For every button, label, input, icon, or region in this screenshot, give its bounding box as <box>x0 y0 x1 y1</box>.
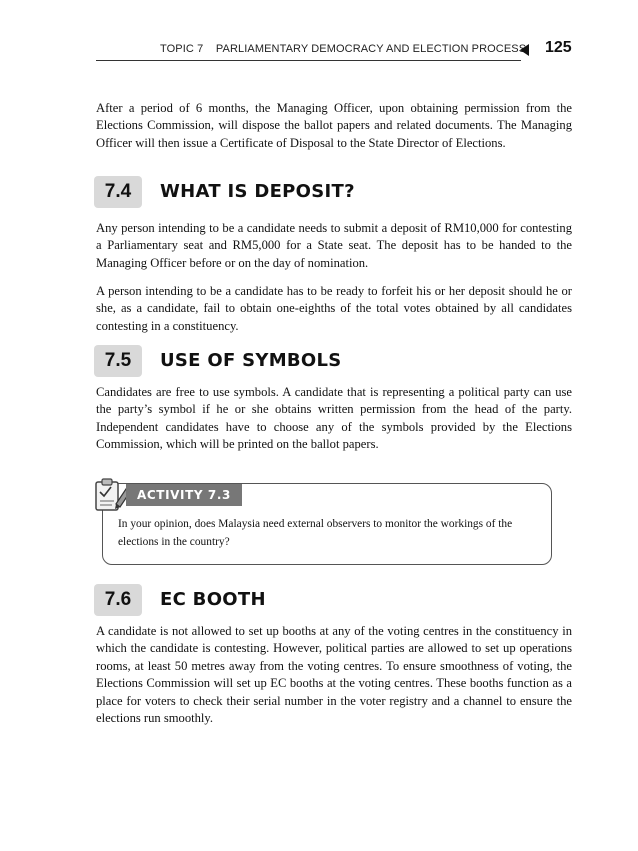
section-paragraph: A candidate is not allowed to set up booths at any of the voting centres in the constituency in which the candidate is contesting. However, political parties are allowed to set up operations rooms, at least 50 metres away from the voting centres. To ensure smoothness of voting, the Elections Commission will set up EC booths at the voting centres. These booths function as a place for voters to check their serial number in the voter registry and a channel to ensure the elections run smoothly. <box>96 624 572 726</box>
section-title: WHAT IS DEPOSIT? <box>160 181 355 202</box>
activity-question: In your opinion, does Malaysia need external observers to monitor the workings of the elections in the country? <box>118 518 513 548</box>
section-heading-7-4 <box>94 176 574 208</box>
page-number: 125 <box>545 39 572 56</box>
header-rule <box>96 60 521 61</box>
activity-label: ACTIVITY 7.3 <box>126 484 242 506</box>
section-title: USE OF SYMBOLS <box>160 350 342 371</box>
section-number: 7.6 <box>94 584 142 616</box>
intro-paragraph: After a period of 6 months, the Managing Officer, upon obtaining permission from the Elections Commission, will dispose the ballot papers and related documents. The Managing Officer will then issue a Certificate of Disposal to the State Director of Elections. <box>96 101 572 150</box>
section-paragraph: A person intending to be a candidate has to be ready to forfeit his or her deposit should he or she, as a candidate, fail to obtain one-eighths of the total votes obtained by all candidates contesting in a constituency. <box>96 284 572 333</box>
running-title: TOPIC 7 PARLIAMENTARY DEMOCRACY AND ELECTION PROCESS <box>160 43 527 55</box>
section-heading-7-5 <box>94 345 574 377</box>
section-number: 7.4 <box>94 176 142 208</box>
section-number: 7.5 <box>94 345 142 377</box>
section-heading-7-6 <box>94 584 574 616</box>
section-paragraph: Any person intending to be a candidate needs to submit a deposit of RM10,000 for contesting a Parliamentary seat and RM5,000 for a State seat. The deposit has to be handed to the Managing Officer before or on the day of nomination. <box>96 221 572 270</box>
section-title: EC BOOTH <box>160 589 266 610</box>
running-header <box>96 38 572 62</box>
left-triangle-icon <box>520 44 529 56</box>
section-paragraph: Candidates are free to use symbols. A candidate that is representing a political party can use the party’s symbol if he or she obtains written permission from the head of the party. Independent candidates have to choose any of the symbols provided by the Elections Commission, which will be printed on the ballot papers. <box>96 385 572 452</box>
